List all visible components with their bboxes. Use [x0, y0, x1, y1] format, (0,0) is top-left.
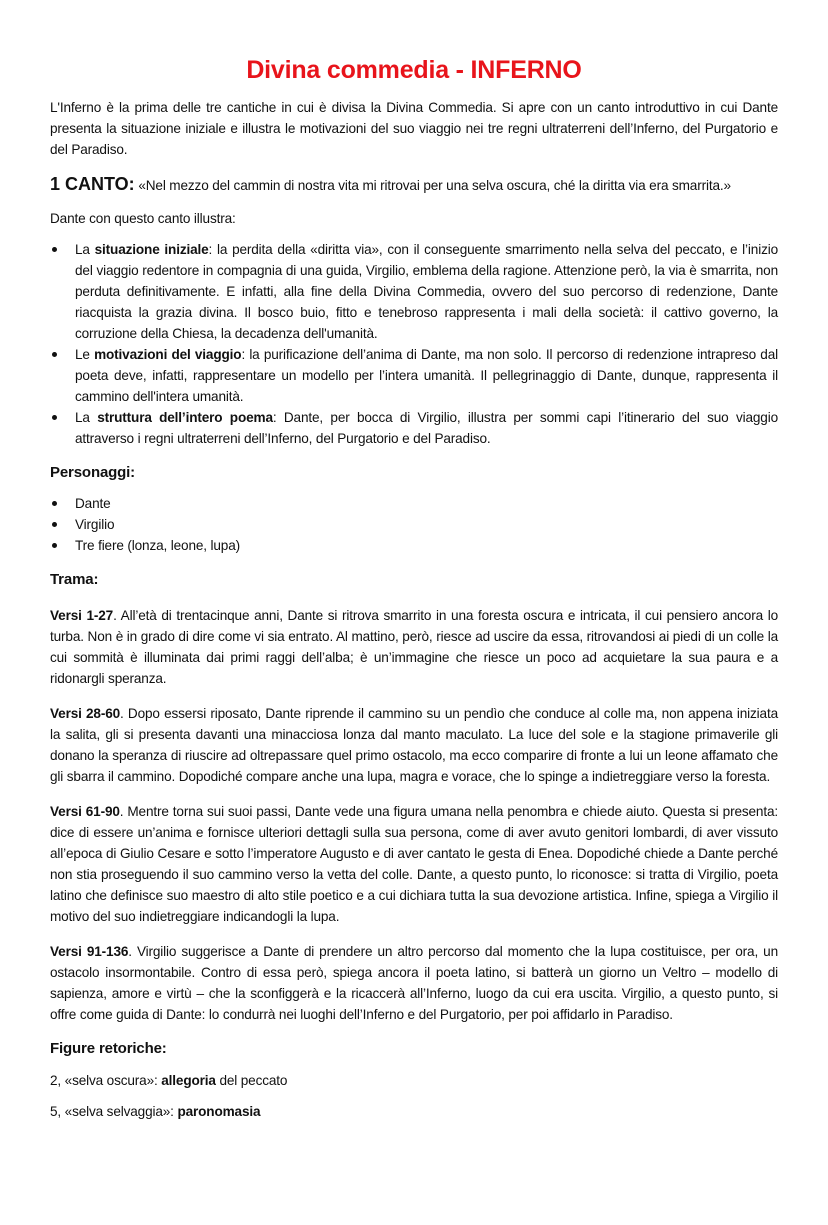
figure-heading: Figure retoriche:	[50, 1040, 167, 1057]
item-keyword: situazione iniziale	[94, 242, 209, 257]
list-item	[50, 239, 778, 344]
figure-ref: 5, «selva selvaggia»:	[50, 1104, 178, 1119]
figure-note: del peccato	[215, 1073, 288, 1088]
trama-paragraph	[50, 941, 778, 1025]
item-prefix: La	[75, 410, 98, 425]
figure-type: paronomasia	[177, 1104, 261, 1119]
canto-quote: «Nel mezzo del cammin di nostra vita mi ritrovai per una selva oscura, ché la diritta via era smarrita.»	[138, 178, 731, 193]
verse-label: Versi 1-27	[50, 608, 114, 623]
trama-heading: Trama:	[50, 571, 99, 588]
list-item	[50, 407, 778, 449]
personaggi-list	[50, 493, 778, 556]
personaggi-heading: Personaggi:	[50, 464, 136, 481]
item-keyword: motivazioni del viaggio	[94, 347, 242, 362]
verse-text: . Mentre torna sui suoi passi, Dante vede una figura umana nella penombra e chiede aiuto. Questa si presenta: dice di essere un’anima e fornisce ulteriori dettagli sulla sua persona, come di aver avuto genitori lombardi, di aver vissuto all’epoca di Giulio Cesare e sotto l’imperatore Augusto e di aver cantato le gesta di Enea. Dopodiché chiede a Dante perché non stia proseguendo il suo cammino verso la vetta del colle. Dante, a questo punto, lo riconosce: si tratta di Virgilio, poeta latino che definisce suo maestro di alto stile poetico e a cui dichiara tutta la sua devozione artistica. Infine, spiega a Virgilio il motivo del suo indietreggiare indicandogli la lupa.	[50, 804, 778, 924]
document-page	[0, 54, 828, 1122]
canto-lead: Dante con questo canto illustra:	[50, 211, 236, 226]
trama-paragraph	[50, 703, 778, 787]
item-text: : la perdita della «diritta via», con il conseguente smarrimento nella selva del peccato, e l’inizio del viaggio redentore in compagnia di una guida, Virgilio, emblema della ragione. Attenzione però, la via è smarrita, non perduta definitivamente. E infatti, alla fine della Divina Commedia, ovvero del suo percorso di redenzione, Dante riacquista la grazia divina. Il bosco buio, fitto e tenebroso rappresenta i mali della società: il cattivo governo, la corruzione della Chiesa, la decadenza dell'umanità.	[75, 242, 778, 341]
verse-text: . Virgilio suggerisce a Dante di prendere un altro percorso dal momento che la lupa costituisce, per ora, un ostacolo insormontabile. Contro di essa però, spiega ancora il poeta latino, si batterà un giorno un Veltro – modello di sapienza, amore e virtù – che la sconfiggerà e la ricaccerà all’Inferno, luogo da cui era uscita. Virgilio, a questo punto, si offre come guida di Dante: lo condurrà nei luoghi dell’Inferno e del Purgatorio, per poi affidarlo in Paradiso.	[50, 944, 778, 1022]
figure-item	[50, 1101, 778, 1122]
verse-text: . All’età di trentacinque anni, Dante si ritrova smarrito in una foresta oscura e intricata, il cui pensiero ancora lo turba. Non è in grado di dire come vi sia entrato. Al mattino, però, riesce ad uscire da essa, ritrovandosi ai piedi di un colle la cui sommità è illuminata dai primi raggi dell’alba; è un’immagine che riesce un poco ad acquietare la sua paura e a ridonargli speranza.	[50, 608, 778, 686]
item-prefix: La	[75, 242, 95, 257]
list-item: Dante	[50, 493, 778, 514]
list-item: Virgilio	[50, 514, 778, 535]
item-text: : Dante, per bocca di Virgilio, illustra per sommi capi l’itinerario del suo viaggio attraverso i regni ultraterreni dell’Inferno, del Purgatorio e del Paradiso.	[75, 410, 778, 446]
canto-label: 1 CANTO:	[50, 174, 135, 194]
verse-label: Versi 28-60	[50, 706, 121, 721]
item-keyword: struttura dell’intero poema	[97, 410, 273, 425]
verse-text: . Dopo essersi riposato, Dante riprende il cammino su un pendìo che conduce al colle ma, non appena iniziata la salita, gli si presenta davanti una minacciosa lonza dal manto maculato. La luce del sole e la stagione primaverile gli donano la speranza di riuscire ad oltrepassare quel primo ostacolo, ma ecco comparire di fronte a lui un leone affamato che gli sbarra il cammino. Dopodiché compare anche una lupa, magra e vorace, che lo spinge a indietreggiare verso la foresta.	[50, 706, 778, 784]
figure-ref: 2, «selva oscura»:	[50, 1073, 162, 1088]
list-item	[50, 344, 778, 407]
verse-label: Versi 61-90	[50, 804, 120, 819]
document-title: Divina commedia - INFERNO	[246, 56, 582, 84]
figure-type: allegoria	[161, 1073, 216, 1088]
list-item: Tre fiere (lonza, leone, lupa)	[50, 535, 778, 556]
verse-label: Versi 91-136	[50, 944, 129, 959]
item-prefix: Le	[75, 347, 95, 362]
trama-paragraph	[50, 605, 778, 689]
item-text: : la purificazione dell’anima di Dante, ma non solo. Il percorso di redenzione intrapreso dal poeta deve, infatti, rappresentare un modello per l’intera umanità. Il pellegrinaggio di Dante, dunque, rappresenta il cammino dell'intera umanità.	[75, 347, 778, 404]
canto-heading	[50, 172, 778, 198]
illustra-list	[50, 239, 778, 449]
intro-paragraph: L'Inferno è la prima delle tre cantiche in cui è divisa la Divina Commedia. Si apre con un canto introduttivo in cui Dante presenta la situazione iniziale e illustra le motivazioni del suo viaggio nei tre regni ultraterreni dell’Inferno, del Purgatorio e del Paradiso.	[50, 100, 778, 157]
trama-paragraph	[50, 801, 778, 927]
figure-item	[50, 1070, 778, 1091]
